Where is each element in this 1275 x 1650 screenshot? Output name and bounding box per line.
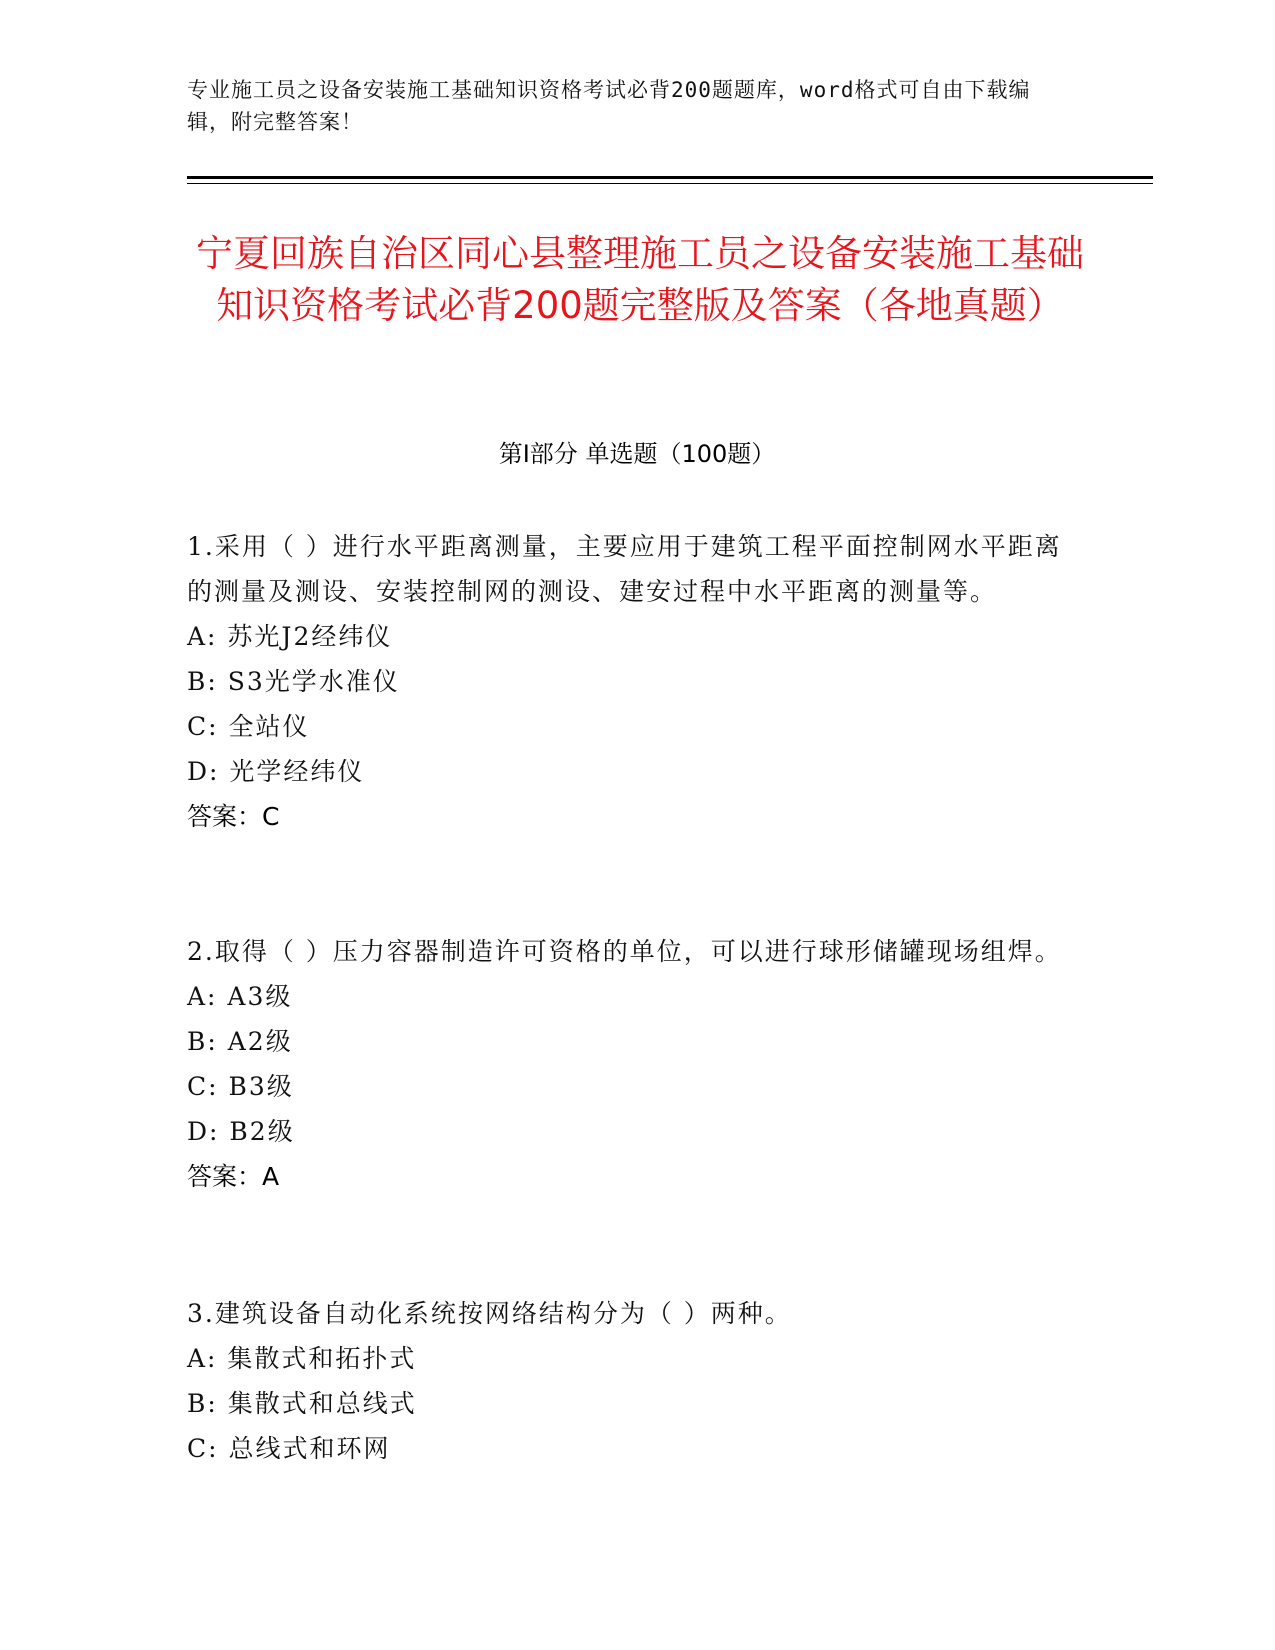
option-d: D: 光学经纬仪 (187, 757, 365, 786)
answer: 答案：C (187, 802, 280, 831)
question-stem: 1.采用（ ）进行水平距离测量，主要应用于建筑工程平面控制网水平距离的测量及测设、安装控制网的测设、建安过程中水平距离的测量等。 (187, 532, 1062, 606)
header-rule-thin (187, 183, 1153, 184)
option-a: A: 集散式和拓扑式 (187, 1344, 417, 1373)
question-1 (187, 524, 1077, 839)
option-a: A: 苏光J2经纬仪 (187, 622, 393, 651)
option-c: C: 总线式和环网 (187, 1434, 391, 1463)
header-note: 专业施工员之设备安装施工基础知识资格考试必背200题题库，word格式可自由下载编辑，附完整答案！ (187, 78, 1031, 134)
option-a: A: A3级 (187, 982, 293, 1011)
option-d: D: B2级 (187, 1117, 295, 1146)
question-3 (187, 1291, 1077, 1471)
option-b: B: A2级 (187, 1027, 293, 1056)
option-b: B: S3光学水准仪 (187, 667, 400, 696)
question-stem: 2.取得（ ）压力容器制造许可资格的单位，可以进行球形储罐现场组焊。 (187, 937, 1062, 966)
option-c: C: 全站仪 (187, 712, 310, 741)
header-rule-thick (187, 176, 1153, 179)
option-c: C: B3级 (187, 1072, 294, 1101)
question-stem: 3.建筑设备自动化系统按网络结构分为（ ）两种。 (187, 1299, 792, 1328)
section-title: 第I部分 单选题（100题） (498, 440, 776, 468)
answer: 答案：A (187, 1162, 280, 1191)
question-2 (187, 929, 1077, 1199)
option-b: B: 集散式和总线式 (187, 1389, 417, 1418)
document-title: 宁夏回族自治区同心县整理施工员之设备安装施工基础知识资格考试必背200题完整版及答案（各地真题） (196, 232, 1084, 327)
